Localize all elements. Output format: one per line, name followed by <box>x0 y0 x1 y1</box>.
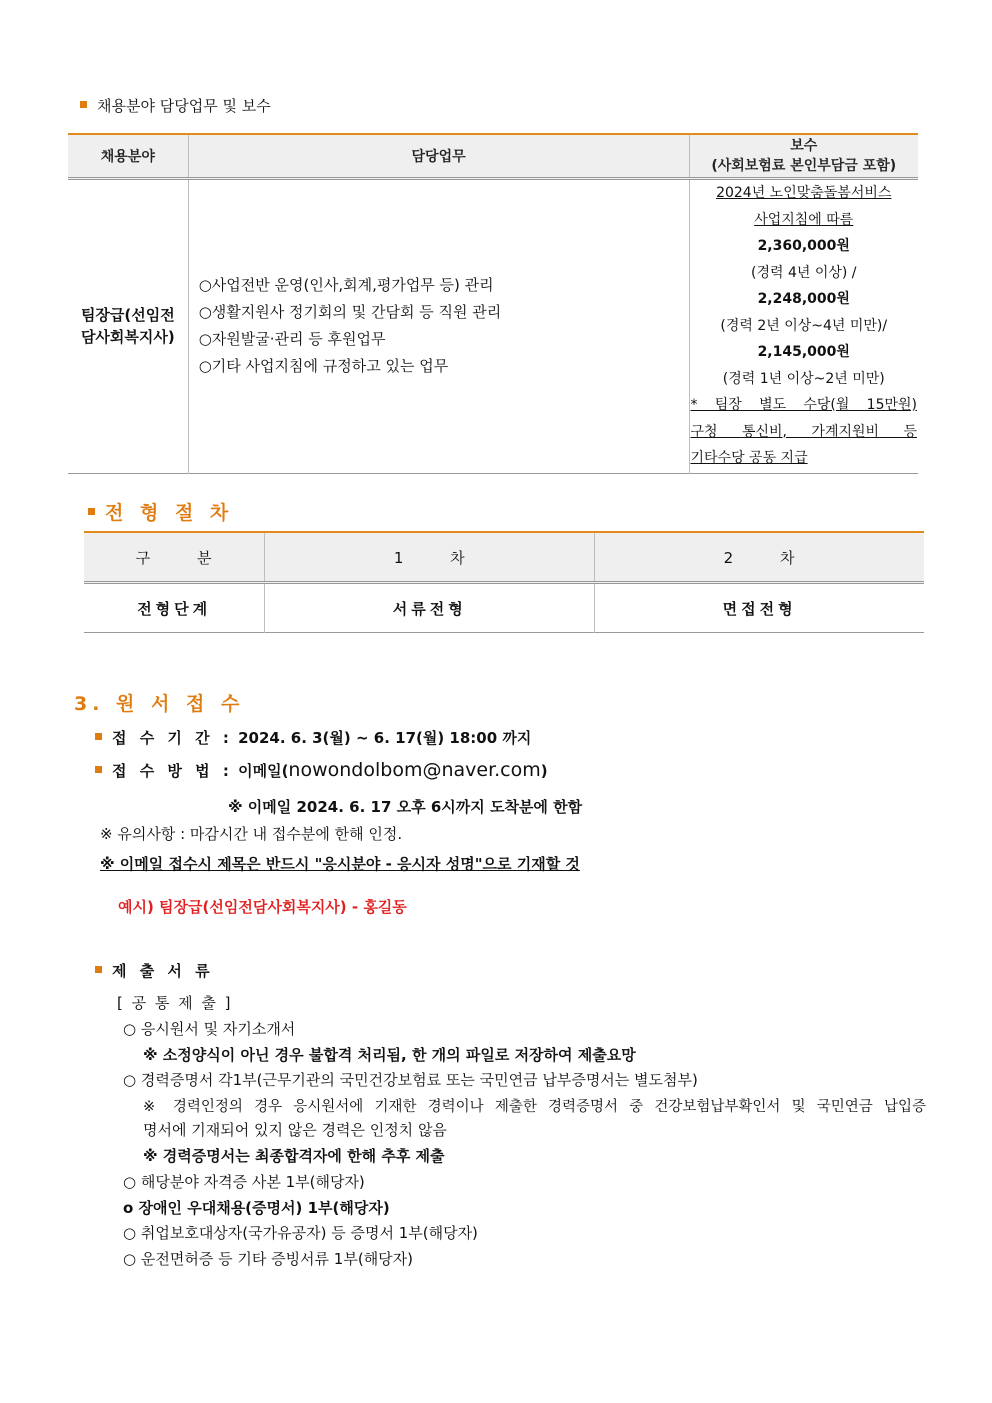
table-row <box>68 179 918 474</box>
pay-amount: 2,248,000원 <box>757 291 850 307</box>
duty-item: ○사업전반 운영(인사,회계,평가업무 등) 관리 <box>198 276 494 295</box>
email-subject-example: 예시) 팀장급(선임전담사회복지사) - 홍길동 <box>118 898 407 916</box>
section-recruit-title <box>80 95 271 116</box>
duties-cell <box>188 179 689 474</box>
document-note: 명서에 기재되어 있지 않은 경력은 인정치 않음 <box>143 1121 447 1139</box>
application-method <box>95 759 548 781</box>
square-bullet-icon <box>95 733 102 740</box>
document-note: ※ 소정양식이 아닌 경우 불합격 처리됨, 한 개의 파일로 저장하여 제출요망 <box>143 1046 636 1064</box>
method-close: ) <box>540 762 548 780</box>
email-deadline-note: ※ 이메일 2024. 6. 17 오후 6시까지 도착분에 한함 <box>228 798 583 816</box>
period-label: 접 수 기 간 : <box>112 729 233 747</box>
document-note: ※ 경력증명서는 최종합격자에 한해 추후 제출 <box>143 1147 445 1165</box>
section-documents-title <box>95 960 214 981</box>
pay-line: 기타수당 공동 지급 <box>690 450 808 466</box>
method-label: 접 수 방 법 : <box>112 762 233 780</box>
header-duties: 담당업무 <box>188 134 689 179</box>
application-period <box>95 727 531 748</box>
document-item: ○ 운전면허증 등 기타 증빙서류 1부(해당자) <box>123 1250 414 1268</box>
pay-line: (경력 2년 이상~4년 미만)/ <box>720 317 888 334</box>
document-item: ○ 취업보호대상자(국가유공자) 등 증명서 1부(해당자) <box>123 1224 478 1242</box>
document-note: ※ 경력인정의 경우 응시원서에 기재한 경력이나 제출한 경력증명서 중 건강보험납부확인서 및 국민연금 납입증 <box>143 1099 926 1115</box>
procedure-header-first: 1 차 <box>265 532 595 583</box>
procedure-header-second: 2 차 <box>595 532 924 583</box>
procedure-stage-first: 서류전형 <box>265 583 595 633</box>
method-value: 이메일( <box>238 762 289 780</box>
pay-line: (경력 1년 이상~2년 미만) <box>722 370 885 387</box>
duty-item: ○생활지원사 정기회의 및 간담회 등 직원 관리 <box>198 303 502 322</box>
pay-amount: 2,360,000원 <box>757 238 850 254</box>
document-item: ○ 응시원서 및 자기소개서 <box>123 1020 296 1038</box>
procedure-table <box>84 531 924 633</box>
email-address[interactable]: nowondolbom@naver.com <box>288 759 541 781</box>
pay-cell <box>689 179 918 474</box>
procedure-header-category: 구 분 <box>84 532 265 583</box>
square-bullet-icon <box>88 508 95 515</box>
procedure-stage-second: 면접전형 <box>722 599 797 618</box>
pay-line: 구청 통신비, 가계지원비 등 <box>690 423 917 440</box>
header-field: 채용분야 <box>68 134 188 179</box>
duty-item: ○기타 사업지침에 규정하고 있는 업무 <box>198 357 449 376</box>
document-item: ○ 해당분야 자격증 사본 1부(해당자) <box>123 1173 365 1191</box>
field-line1: 팀장급(선임전 <box>80 306 175 325</box>
section-application-title: 3. 원 서 접 수 <box>74 693 245 715</box>
recruit-table <box>68 133 918 474</box>
period-value: 2024. 6. 3(월) ~ 6. 17(월) 18:00 까지 <box>238 729 532 747</box>
square-bullet-icon <box>80 101 87 108</box>
common-documents-label: [ 공 통 제 출 ] <box>117 994 233 1012</box>
header-pay <box>689 134 918 179</box>
field-line2: 담사회복지사) <box>80 328 175 347</box>
document-item: o 장애인 우대채용(증명서) 1부(해당자) <box>123 1199 390 1217</box>
square-bullet-icon <box>95 966 102 973</box>
email-subject-note: ※ 이메일 접수시 제목은 반드시 "응시분야 - 응시자 성명"으로 기재할 것 <box>100 855 580 873</box>
section-procedure-title-text: 전 형 절 차 <box>105 502 234 524</box>
procedure-stage-label: 전형단계 <box>84 583 265 633</box>
pay-line: 사업지침에 따름 <box>754 211 854 228</box>
section-procedure-title <box>88 498 233 525</box>
header-pay-line2: (사회보험료 본인부담금 포함) <box>711 158 897 174</box>
section-recruit-title-text: 채용분야 담당업무 및 보수 <box>97 97 271 115</box>
pay-line: 2024년 노인맞춤돌봄서비스 <box>716 185 892 201</box>
header-pay-line1: 보수 <box>790 138 818 154</box>
pay-amount: 2,145,000원 <box>757 344 850 360</box>
document-item: ○ 경력증명서 각1부(근무기관의 국민건강보험료 또는 국민연금 납부증명서는 별도첨부) <box>123 1071 698 1089</box>
square-bullet-icon <box>95 766 102 773</box>
field-cell <box>68 179 188 474</box>
section-documents-title-text: 제 출 서 류 <box>112 962 214 980</box>
duty-item: ○자원발굴·관리 등 후원업무 <box>198 330 386 349</box>
pay-line: (경력 4년 이상) / <box>750 264 857 281</box>
caution-note: ※ 유의사항 : 마감시간 내 접수분에 한해 인정. <box>100 825 403 843</box>
pay-line: * 팀장 별도 수당(월 15만원) <box>690 397 917 413</box>
